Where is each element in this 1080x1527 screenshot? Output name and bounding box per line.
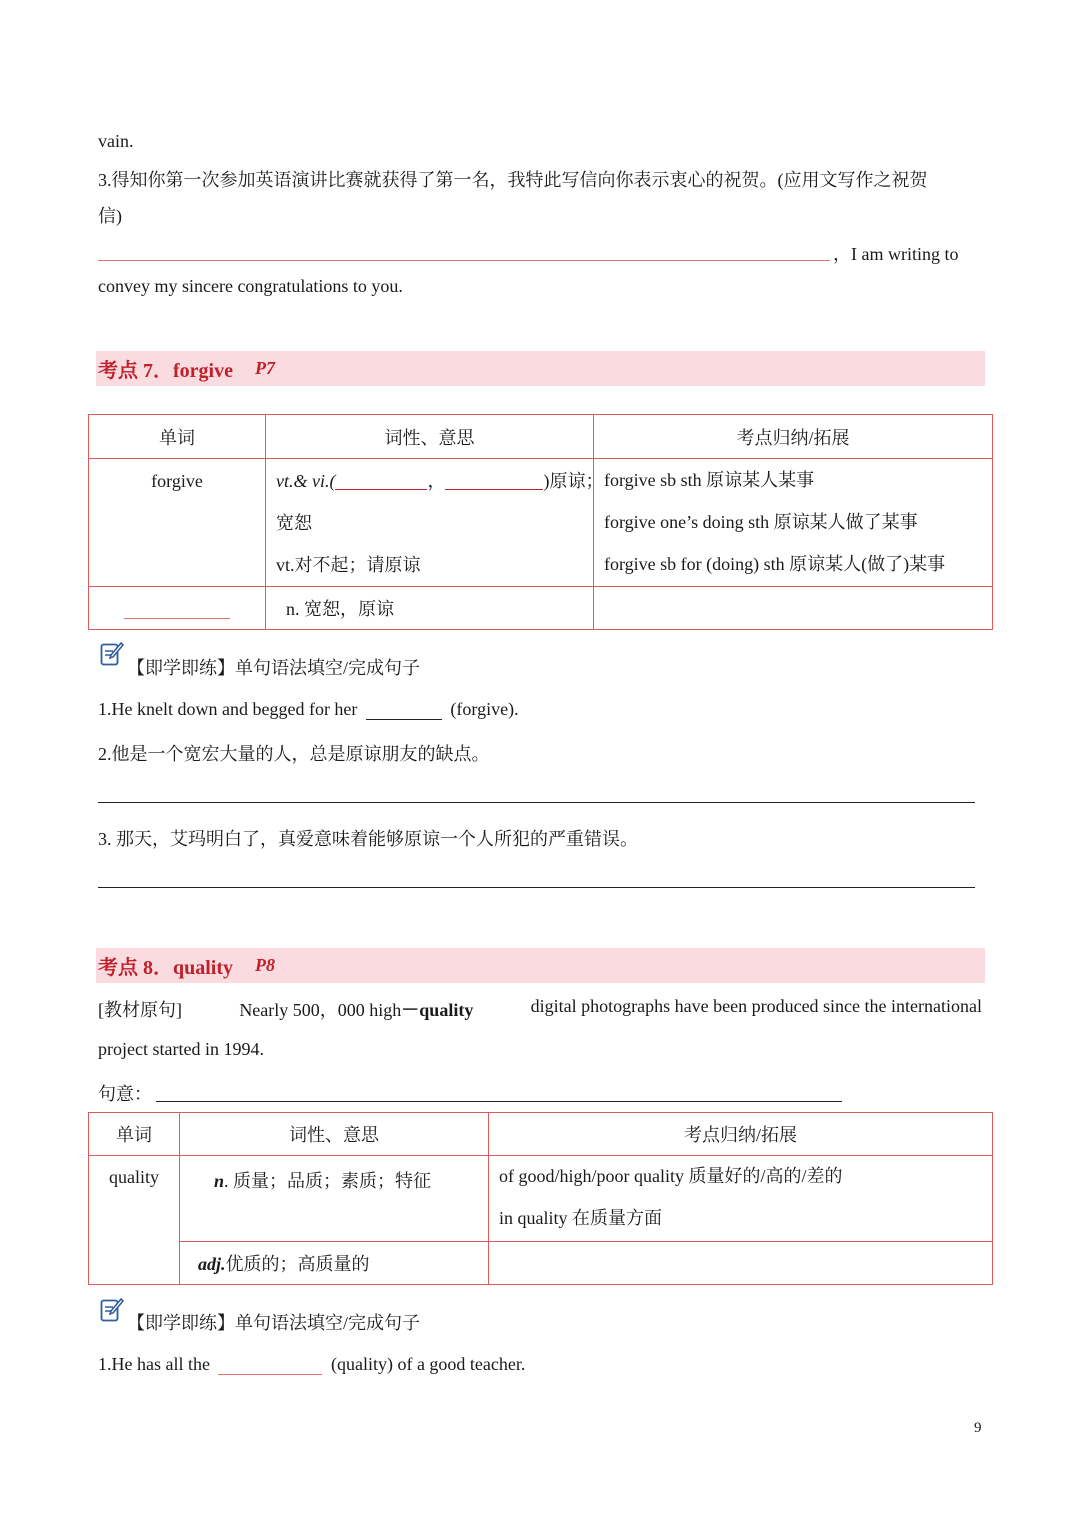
source-sentence-cont: project started in 1994.	[98, 1039, 264, 1059]
table-header-extension: 考点归纳/拓展	[594, 415, 993, 459]
ext-line-2: forgive one’s doing sth 原谅某人做了某事	[604, 512, 918, 532]
table-cell-noun-word	[89, 587, 266, 630]
text-vain: vain.	[98, 131, 134, 151]
practice-title-7: 【即学即练】单句语法填空/完成句子	[127, 658, 420, 678]
vocab-table-forgive	[88, 414, 993, 630]
section-7-header	[96, 351, 985, 386]
s8-q1-blank[interactable]	[218, 1358, 322, 1375]
s8-q1-hint: (quality) of a good teacher.	[330, 1354, 526, 1374]
adj-pos: adj.	[198, 1254, 226, 1274]
source-bold-word: quality	[419, 1000, 474, 1020]
note-pencil-icon	[100, 641, 124, 667]
table-cell-extension	[489, 1156, 993, 1242]
item3-chinese-cont: 信)	[98, 206, 122, 226]
page-number: 9	[974, 1420, 982, 1436]
table-cell-noun-meaning	[180, 1156, 489, 1242]
table-cell-noun-meaning: n. 宽恕，原谅	[266, 587, 594, 630]
source-text-post: digital photographs have been produced since the international	[530, 996, 982, 1016]
source-text-pre: Nearly 500，000 high	[239, 1000, 402, 1020]
table-cell-empty	[594, 587, 993, 630]
s8-q1-text: 1.He has all the	[98, 1354, 210, 1374]
meaning-pos: vt.& vi.(	[276, 471, 336, 491]
s7-q3-answer-line[interactable]	[98, 887, 975, 888]
s8-question-1	[98, 1354, 525, 1375]
section-8-header	[96, 948, 985, 983]
meaning-answer-line[interactable]	[156, 1101, 842, 1102]
table-header-extension: 考点归纳/拓展	[489, 1113, 993, 1156]
meaning-line-2: 宽恕	[276, 513, 312, 533]
item3-english-tail: ，I am writing to	[833, 244, 959, 264]
table-cell-empty	[489, 1242, 993, 1285]
meaning-label: 句意：	[98, 1084, 152, 1104]
blank-meaning-2[interactable]	[445, 471, 543, 490]
source-lead	[239, 996, 473, 1022]
table-header-meaning: 词性、意思	[180, 1113, 489, 1156]
noun-pos: n	[214, 1171, 225, 1191]
noun-meaning-text: . 质量；品质；素质；特征	[224, 1171, 432, 1191]
source-dash: －	[401, 1000, 420, 1020]
section-7-title: 考点 7．forgive	[98, 360, 233, 382]
item3-english-cont: convey my sincere congratulations to you.	[98, 276, 403, 296]
s7-q1-blank[interactable]	[366, 703, 442, 720]
s7-question-3: 3. 那天，艾玛明白了，真爱意味着能够原谅一个人所犯的严重错误。	[98, 829, 638, 849]
practice-title-8: 【即学即练】单句语法填空/完成句子	[127, 1313, 420, 1333]
section-7-page: P7	[254, 358, 275, 378]
s7-q2-answer-line[interactable]	[98, 802, 975, 803]
ext-line-3: forgive sb for (doing) sth 原谅某人(做了)某事	[604, 554, 946, 574]
section-8-page: P8	[255, 955, 276, 975]
table-cell-adj-meaning	[180, 1242, 489, 1285]
blank-noun-form[interactable]	[124, 600, 230, 619]
table-header-meaning: 词性、意思	[266, 415, 594, 459]
s7-question-1	[98, 699, 519, 720]
ext-line-1: forgive sb sth 原谅某人某事	[604, 470, 815, 490]
table-header-word: 单词	[89, 415, 266, 459]
table-header-word: 单词	[89, 1113, 180, 1156]
answer-blank-item3[interactable]	[98, 260, 830, 261]
source-sentence	[98, 996, 982, 1022]
meaning-comma: ，	[427, 471, 446, 491]
note-pencil-icon	[100, 1297, 124, 1323]
table-cell-meaning	[266, 459, 604, 587]
adj-meaning-text: 优质的；高质量的	[225, 1254, 370, 1274]
item3-chinese: 3.得知你第一次参加英语演讲比赛就获得了第一名，我特此写信向你表示衷心的祝贺。(应用文写作之祝贺	[98, 170, 928, 190]
vocab-table-quality	[88, 1112, 993, 1285]
meaning-forgive: )原谅；	[543, 471, 604, 491]
s7-q1-hint: (forgive).	[450, 699, 519, 719]
ext-line-2: in quality 在质量方面	[499, 1208, 662, 1228]
meaning-line-3: vt.对不起；请原谅	[276, 555, 421, 575]
s7-q1-text: 1.He knelt down and begged for her	[98, 699, 358, 719]
table-cell-word: quality	[89, 1156, 180, 1285]
section-8-title: 考点 8．quality	[98, 957, 234, 979]
s7-question-2: 2.他是一个宽宏大量的人，总是原谅朋友的缺点。	[98, 744, 490, 764]
ext-line-1: of good/high/poor quality 质量好的/高的/差的	[499, 1166, 843, 1186]
table-cell-extension	[594, 459, 993, 587]
blank-meaning-1[interactable]	[335, 471, 427, 490]
source-label: [教材原句]	[98, 1000, 182, 1020]
table-cell-word: forgive	[89, 459, 266, 587]
